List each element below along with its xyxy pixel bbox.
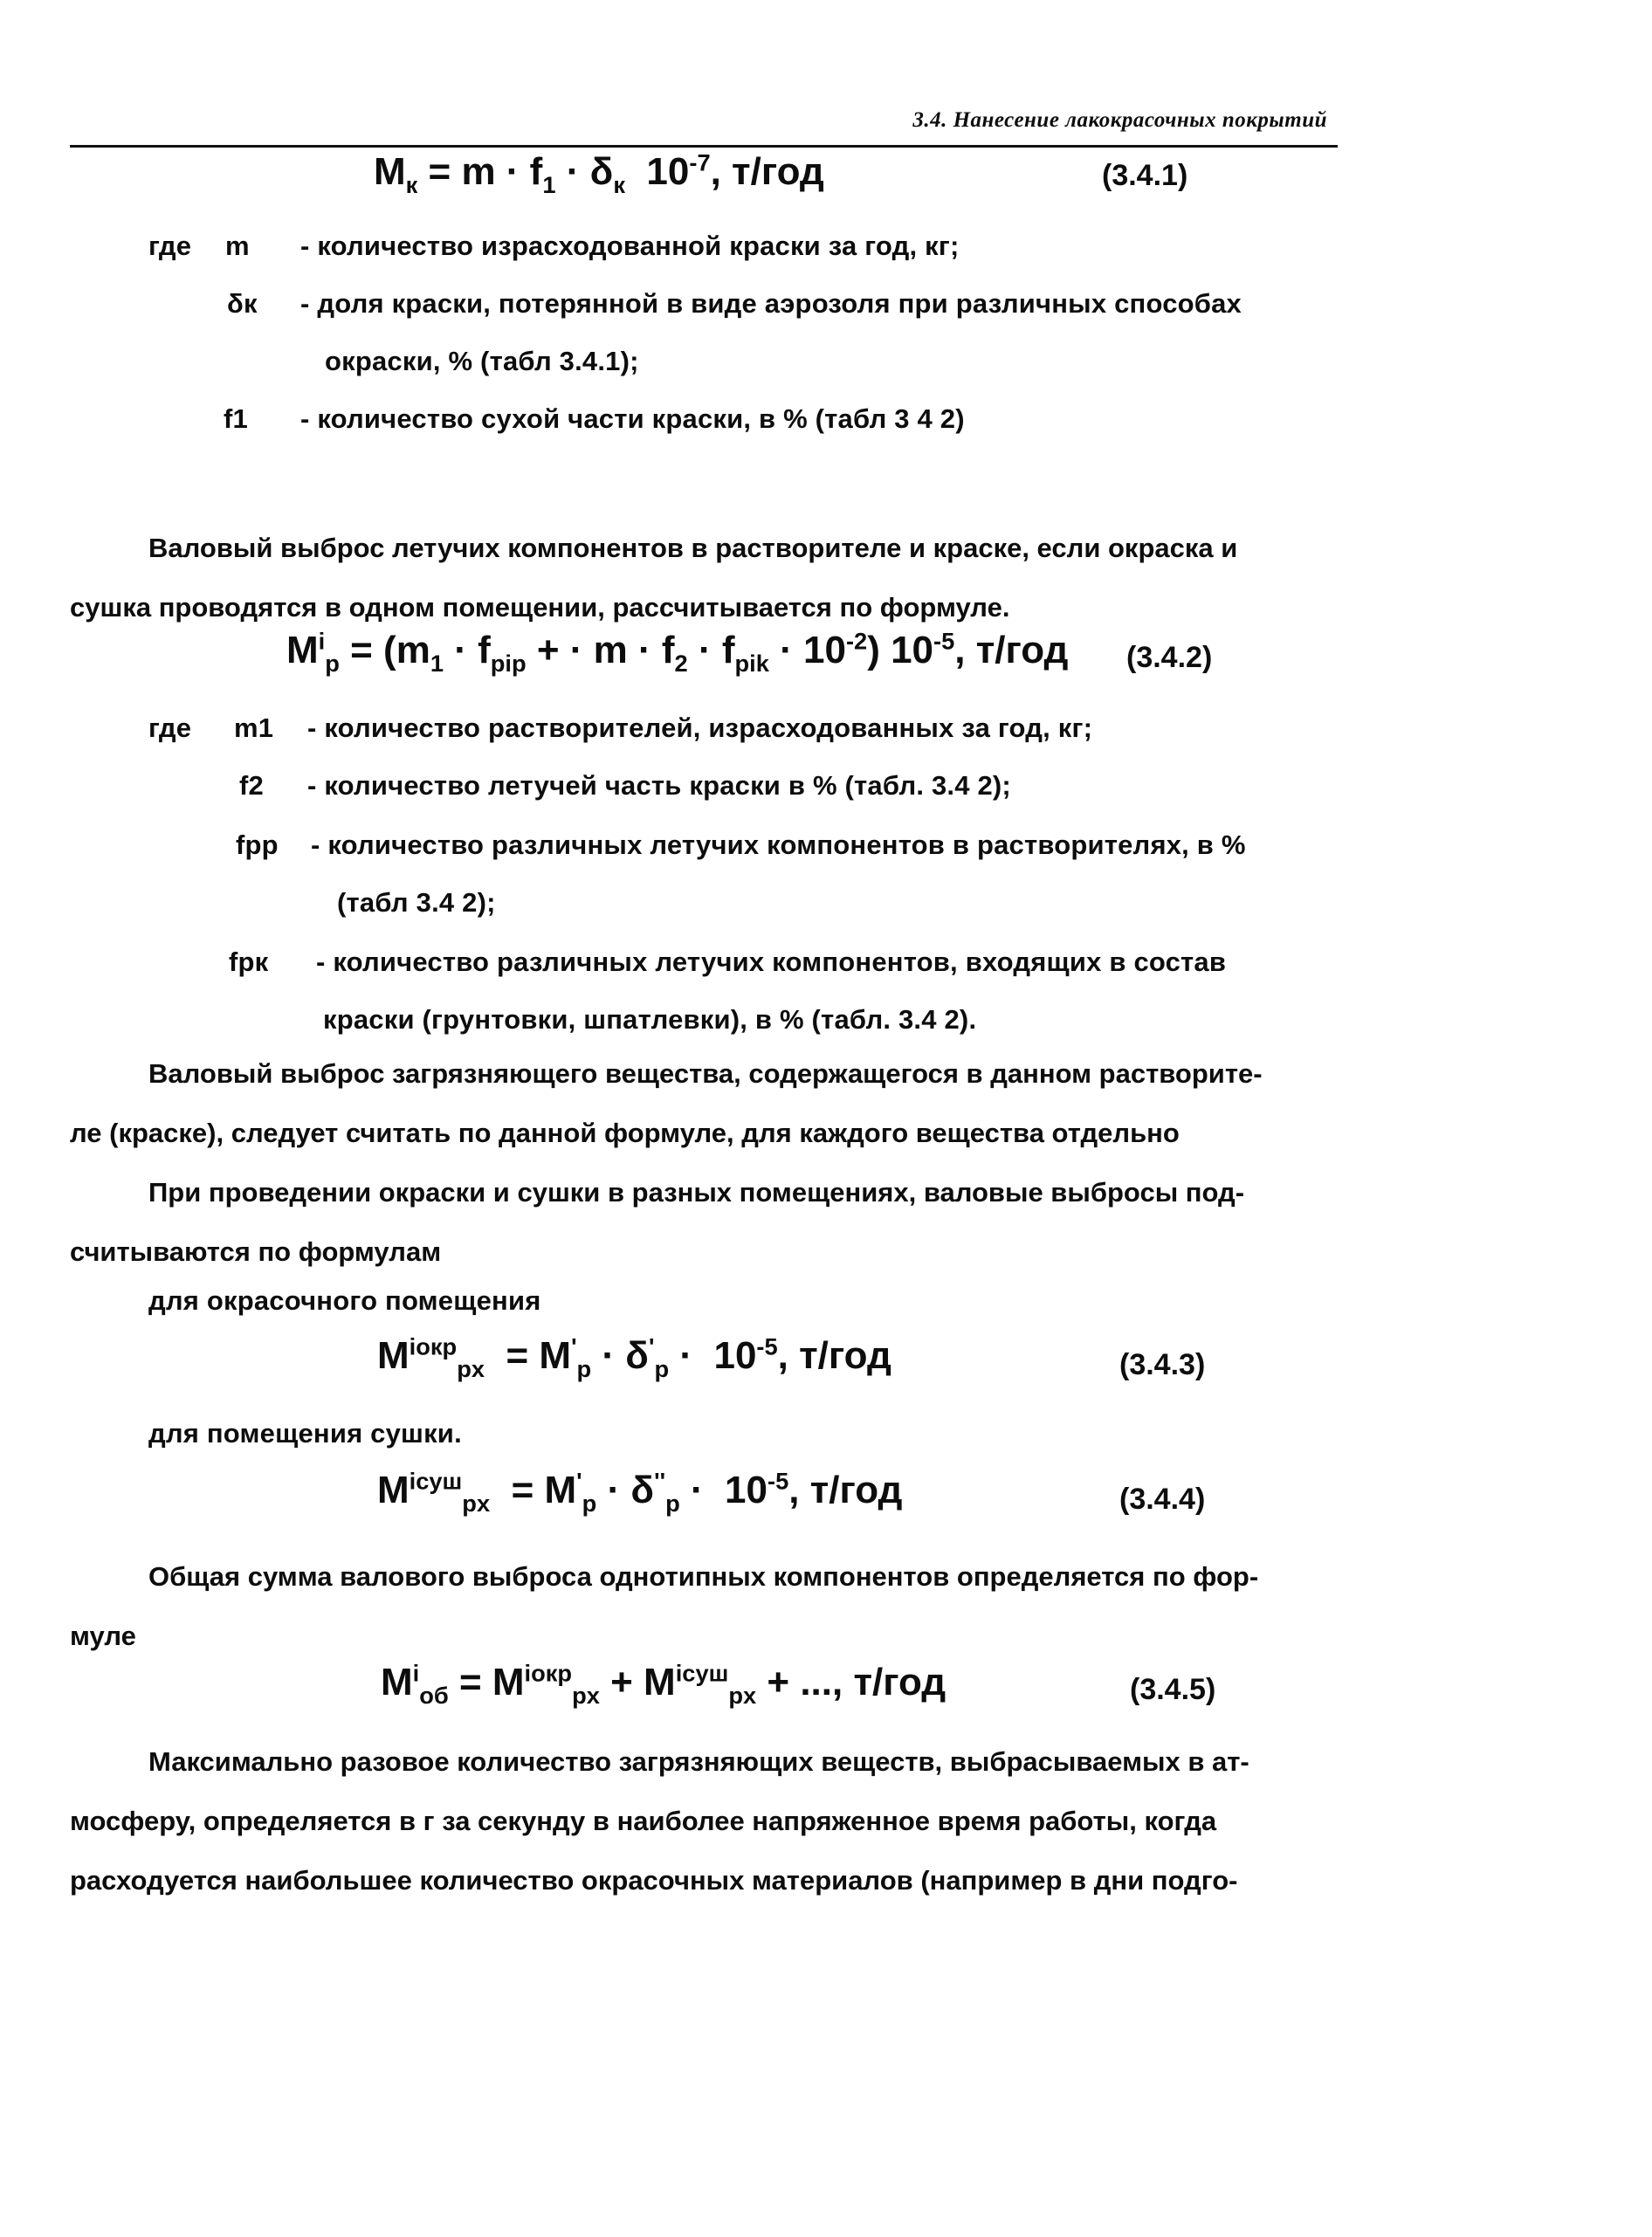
formula-3-4-4: $M^{iсуш}_{px} = M'_p \cdot \delta''_p \cdot 10^{-5}$, т/год (377, 1467, 903, 1517)
paragraph (70, 1163, 1345, 1282)
paragraph-line: сушка проводятся в одном помещении, рассчитывается по формуле. (70, 592, 1010, 623)
definition-text: (табл 3.4 2); (337, 887, 496, 918)
definition-text: - количество летучей часть краски в % (табл. 3.4 2); (307, 770, 1011, 801)
definition-text: - количество израсходованной краски за год, кг; (300, 231, 960, 261)
equation-number: (3.4.4) (1119, 1483, 1206, 1516)
paragraph-line: ле (краске), следует считать по данной формуле, для каждого вещества отдельно (70, 1118, 1180, 1148)
equation-number: (3.4.3) (1119, 1348, 1206, 1381)
paragraph-line: Максимально разовое количество загрязняющих веществ, выбрасываемых в ат- (148, 1746, 1249, 1777)
equation-number: (3.4.2) (1126, 641, 1213, 674)
equation-number: (3.4.1) (1102, 159, 1188, 192)
formula-3-4-1: $M_к = m \cdot f_1 \cdot \delta_к$ $10^{-7}$, т/год (374, 148, 824, 198)
paragraph (70, 1044, 1345, 1163)
definition-symbol: δк (227, 288, 258, 319)
definition-text: - количество различных летучих компонентов, входящих в состав (316, 946, 1227, 977)
running-header: 3.4. Нанесение лакокрасочных покрытий (912, 108, 1327, 132)
formula-3-4-3: $M^{iокр}_{px} = M'_p \cdot \delta'_p \cdot 10^{-5}$, т/год (377, 1332, 891, 1382)
paragraph (70, 1547, 1345, 1666)
definition-text: - доля краски, потерянной в виде аэрозоля при различных способах (300, 288, 1242, 319)
formula-3-4-2: $M^i_p = (m_1 \cdot f_{pip}$ + · $m \cdot f_2 \cdot f_{pik} \cdot 10^{-2}$) $10^{-5}$, т/год (286, 627, 1069, 677)
definition-text: - количество растворителей, израсходованных за год, кг; (307, 712, 1093, 743)
paragraph-line: муле (70, 1621, 136, 1651)
paragraph (70, 519, 1345, 637)
definition-symbol: f1 (224, 403, 248, 434)
paragraph-line: расходуется наибольшее количество окрасочных материалов (например в дни подго- (70, 1865, 1238, 1896)
paragraph-line: мосферу, определяется в г за секунду в наиболее напряженное время работы, когда (70, 1806, 1217, 1836)
formula-unit: , т/год (777, 1334, 891, 1377)
equation-number: (3.4.5) (1130, 1673, 1216, 1706)
formula-3-4-5: $M^i_{об} = M^{iокр}_{px} + M^{iсуш}_{px}$ + ..., т/год (381, 1659, 946, 1709)
where-lead: где (148, 231, 192, 261)
definition-text: - количество сухой части краски, в % (табл 3 4 2) (300, 403, 965, 434)
paragraph-line: Общая сумма валового выброса однотипных компонентов определяется по фор- (148, 1561, 1259, 1592)
paragraph-line: Валовый выброс летучих компонентов в растворителе и краске, если окраска и (148, 533, 1238, 563)
formula-unit: , т/год (954, 629, 1069, 671)
definition-text: краски (грунтовки, шпатлевки), в % (табл. 3.4 2). (323, 1004, 977, 1035)
definition-symbol: fрр (236, 829, 279, 860)
definition-symbol: fрк (229, 946, 269, 977)
paragraph-line: считываются по формулам (70, 1236, 442, 1267)
definition-symbol: f2 (239, 770, 264, 801)
section-label: для окрасочного помещения (148, 1285, 541, 1316)
formula-unit: , т/год (832, 1661, 946, 1704)
formula-unit: , т/год (788, 1469, 903, 1511)
where-lead: где (148, 712, 192, 743)
section-label: для помещения сушки. (148, 1418, 462, 1449)
paragraph-line: Валовый выброс загрязняющего вещества, содержащегося в данном растворите- (148, 1058, 1263, 1089)
definition-text: - количество различных летучих компонентов в растворителях, в % (311, 829, 1246, 860)
paragraph (70, 1732, 1345, 1910)
header-rule (70, 145, 1338, 148)
formula-unit: , т/год (710, 150, 824, 193)
paragraph-line: При проведении окраски и сушки в разных помещениях, валовые выбросы под- (148, 1177, 1245, 1208)
definition-symbol: m1 (234, 712, 274, 743)
definition-symbol: m (225, 231, 250, 261)
definition-text: окраски, % (табл 3.4.1); (325, 346, 639, 376)
